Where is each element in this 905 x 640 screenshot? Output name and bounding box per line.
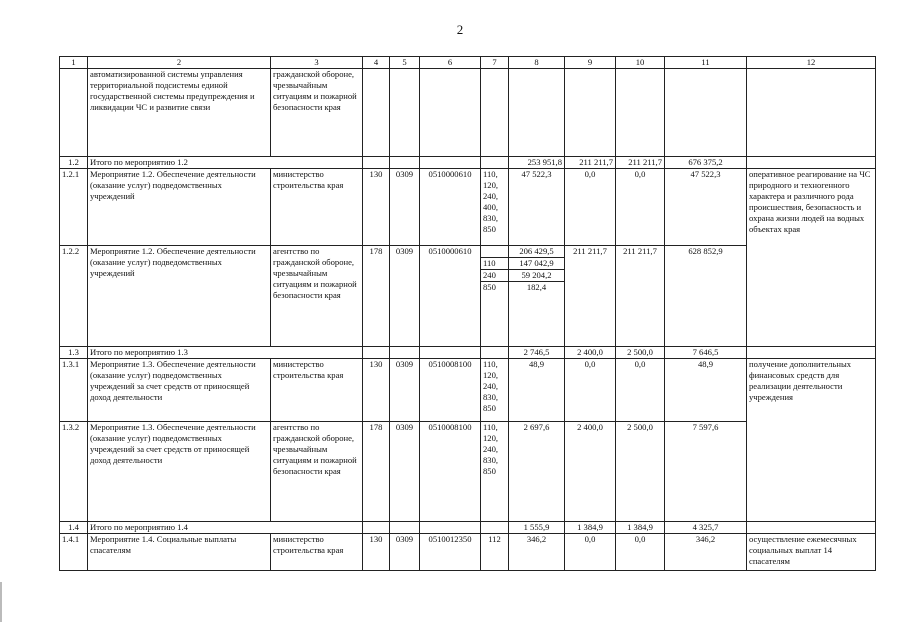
cell-v11: 676 375,2 xyxy=(665,157,747,169)
cell-num: 1.2.1 xyxy=(60,169,88,246)
cell-vr: 110, 120, 240, 830, 850 xyxy=(481,359,509,422)
cell-vr xyxy=(481,246,509,347)
header-cell: 3 xyxy=(271,57,363,69)
cell-executor: министерство строительства края xyxy=(271,169,363,246)
cell-v9: 0,0 xyxy=(565,534,616,571)
header-cell: 1 xyxy=(60,57,88,69)
cell-num: 1.3 xyxy=(60,347,88,359)
cell-executor: министерство строительства края xyxy=(271,359,363,422)
cell-grbs: 178 xyxy=(363,246,390,347)
total-row xyxy=(60,157,876,169)
cell-v10: 0,0 xyxy=(616,169,665,246)
cell-v10: 2 500,0 xyxy=(616,422,665,522)
cell-v11: 4 325,7 xyxy=(665,522,747,534)
header-cell: 7 xyxy=(481,57,509,69)
vr-subcell: 110 xyxy=(481,258,508,270)
cell-v11: 7 646,5 xyxy=(665,347,747,359)
cell-v10: 0,0 xyxy=(616,359,665,422)
cell-rzpr: 0309 xyxy=(390,246,420,347)
cell-csr: 0510000610 xyxy=(420,169,481,246)
table-row xyxy=(60,169,876,246)
table-row xyxy=(60,534,876,571)
table-row xyxy=(60,69,876,157)
cell-name: Итого по мероприятию 1.4 xyxy=(88,522,363,534)
cell-v8: 2 697,6 xyxy=(509,422,565,522)
cell-num: 1.3.1 xyxy=(60,359,88,422)
cell-result: оперативное реагирование на ЧС природного и техногенного характера и различного рода происшествия, безопасность и охрана жизни людей на водных объектах края xyxy=(747,169,876,347)
total-row xyxy=(60,347,876,359)
v8-subcell: 59 204,2 xyxy=(509,270,564,282)
header-cell: 11 xyxy=(665,57,747,69)
cell-vr: 110, 120, 240, 830, 850 xyxy=(481,422,509,522)
cell-num: 1.2 xyxy=(60,157,88,169)
cell-v10: 2 500,0 xyxy=(616,347,665,359)
program-table xyxy=(59,56,876,571)
cell-v11: 47 522,3 xyxy=(665,169,747,246)
cell-v8 xyxy=(509,246,565,347)
cell-v9: 211 211,7 xyxy=(565,246,616,347)
cell-csr: 0510008100 xyxy=(420,422,481,522)
cell-v8: 47 522,3 xyxy=(509,169,565,246)
header-cell: 10 xyxy=(616,57,665,69)
v8-subcell: 206 429,5 xyxy=(509,246,564,258)
cell-grbs: 130 xyxy=(363,169,390,246)
cell-rzpr: 0309 xyxy=(390,534,420,571)
cell-v8: 253 951,8 xyxy=(509,157,565,169)
cell-grbs: 178 xyxy=(363,422,390,522)
cell-csr: 0510000610 xyxy=(420,246,481,347)
page-number: 2 xyxy=(456,22,464,37)
cell-v9: 1 384,9 xyxy=(565,522,616,534)
cell-result: получение дополнительных финансовых средств для реализации деятельности учреждения xyxy=(747,359,876,522)
cell-v10: 1 384,9 xyxy=(616,522,665,534)
cell-v9: 2 400,0 xyxy=(565,347,616,359)
cell-rzpr: 0309 xyxy=(390,359,420,422)
header-cell: 2 xyxy=(88,57,271,69)
cell-v9: 0,0 xyxy=(565,169,616,246)
cell-v11: 7 597,6 xyxy=(665,422,747,522)
cell-vr: 112 xyxy=(481,534,509,571)
cell-csr: 0510012350 xyxy=(420,534,481,571)
table-row xyxy=(60,359,876,422)
cell-name: Мероприятие 1.2. Обеспечение деятельности (оказание услуг) подведомственных учреждений xyxy=(88,246,271,347)
header-cell: 12 xyxy=(747,57,876,69)
cell-v10: 0,0 xyxy=(616,534,665,571)
cell-name: Мероприятие 1.4. Социальные выплаты спасателям xyxy=(88,534,271,571)
header-cell: 5 xyxy=(390,57,420,69)
vr-subcell: 850 xyxy=(483,282,496,292)
scan-margin-line xyxy=(0,582,2,622)
cell-v11: 628 852,9 xyxy=(665,246,747,347)
cell-v8: 48,9 xyxy=(509,359,565,422)
cell-num: 1.4 xyxy=(60,522,88,534)
cell-v10: 211 211,7 xyxy=(616,246,665,347)
cell-num: 1.3.2 xyxy=(60,422,88,522)
cell-v8: 1 555,9 xyxy=(509,522,565,534)
cell-csr: 0510008100 xyxy=(420,359,481,422)
table-header-row xyxy=(60,57,876,69)
cell-v11: 346,2 xyxy=(665,534,747,571)
cell-v8: 2 746,5 xyxy=(509,347,565,359)
cell-name: Мероприятие 1.2. Обеспечение деятельности (оказание услуг) подведомственных учреждений xyxy=(88,169,271,246)
cell-v10: 211 211,7 xyxy=(616,157,665,169)
total-row xyxy=(60,522,876,534)
header-cell: 8 xyxy=(509,57,565,69)
cell-v8: 346,2 xyxy=(509,534,565,571)
cell-result: осуществление ежемесячных социальных выплат 14 спасателям xyxy=(747,534,876,571)
cell-name: автоматизированной системы управления территориальной подсистемы единой государственной системы предупреждения и ликвидации ЧС и развитие связи xyxy=(88,69,271,157)
cell-v11: 48,9 xyxy=(665,359,747,422)
cell-name: Мероприятие 1.3. Обеспечение деятельности (оказание услуг) подведомственных учреждений за счет средств от приносящей доход деятельности xyxy=(88,422,271,522)
cell-name: Итого по мероприятию 1.2 xyxy=(88,157,363,169)
cell-v9: 0,0 xyxy=(565,359,616,422)
v8-subcell: 182,4 xyxy=(526,282,547,292)
cell-rzpr: 0309 xyxy=(390,169,420,246)
header-cell: 4 xyxy=(363,57,390,69)
header-cell: 9 xyxy=(565,57,616,69)
v8-subcell: 147 042,9 xyxy=(509,258,564,270)
cell-name: Итого по мероприятию 1.3 xyxy=(88,347,363,359)
cell-num: 1.2.2 xyxy=(60,246,88,347)
cell-executor: гражданской обороне, чрезвычайным ситуациям и пожарной безопасности края xyxy=(271,69,363,157)
cell-rzpr: 0309 xyxy=(390,422,420,522)
cell-grbs: 130 xyxy=(363,359,390,422)
cell-executor: агентство по гражданской обороне, чрезвычайным ситуациям и пожарной безопасности края xyxy=(271,422,363,522)
header-cell: 6 xyxy=(420,57,481,69)
vr-subcell xyxy=(481,246,508,258)
cell-num: 1.4.1 xyxy=(60,534,88,571)
cell-name: Мероприятие 1.3. Обеспечение деятельности (оказание услуг) подведомственных учреждений за счет средств от приносящей доход деятельности xyxy=(88,359,271,422)
cell-v9: 2 400,0 xyxy=(565,422,616,522)
cell-vr: 110, 120, 240, 400, 830, 850 xyxy=(481,169,509,246)
vr-subcell: 240 xyxy=(481,270,508,282)
cell-executor: министерство строительства края xyxy=(271,534,363,571)
cell-grbs: 130 xyxy=(363,534,390,571)
cell-num xyxy=(60,69,88,157)
cell-v9: 211 211,7 xyxy=(565,157,616,169)
cell-executor: агентство по гражданской обороне, чрезвычайным ситуациям и пожарной безопасности края xyxy=(271,246,363,347)
